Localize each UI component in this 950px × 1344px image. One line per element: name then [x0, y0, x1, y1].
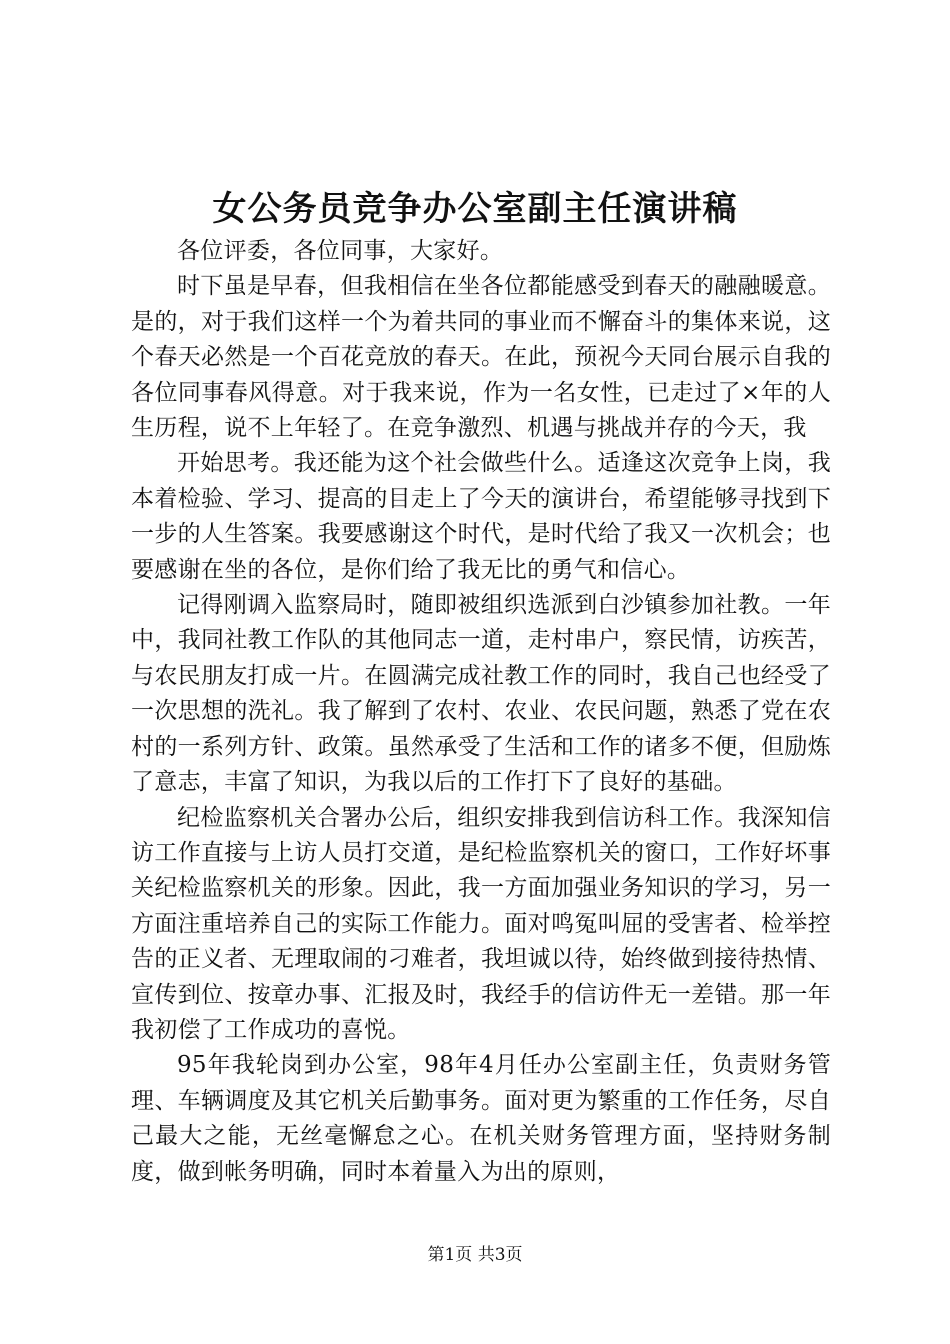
document-body: [131, 234, 831, 1190]
page-number-footer: 第1页 共3页: [427, 1245, 523, 1265]
paragraph: 纪检监察机关合署办公后，组织安排我到信访科工作。我深知信访工作直接与上访人员打交道，是纪检监察机关的窗口，工作好坏事关纪检监察机关的形象。因此，我一方面加强业务知识的学习，另一方面注重培养自己的实际工作能力。面对鸣冤叫屈的受害者、检举控告的正义者、无理取闹的刁难者，我坦诚以待，始终做到接待热情、宣传到位、按章办事、汇报及时，我经手的信访件无一差错。那一年我初偿了工作成功的喜悦。: [131, 804, 831, 1043]
paragraph: 时下虽是早春，但我相信在坐各位都能感受到春天的融融暖意。是的，对于我们这样一个为着共同的事业而不懈奋斗的集体来说，这个春天必然是一个百花竞放的春天。在此，预祝今天同台展示自我的各位同事春风得意。对于我来说，作为一名女性，已走过了×年的人生历程，说不上年轻了。在竞争激烈、机遇与挑战并存的今天，我: [131, 273, 831, 442]
paragraph-greeting: 各位评委，各位同事，大家好。: [177, 238, 504, 264]
document-title: 女公务员竞争办公室副主任演讲稿: [212, 189, 738, 229]
paragraph: 记得刚调入监察局时，随即被组织选派到白沙镇参加社教。一年中，我同社教工作队的其他同志一道，走村串户，察民情，访疾苦，与农民朋友打成一片。在圆满完成社教工作的同时，我自己也经受了一次思想的洗礼。我了解到了农村、农业、农民问题，熟悉了党在农村的一系列方针、政策。虽然承受了生活和工作的诸多不便，但励炼了意志，丰富了知识，为我以后的工作打下了良好的基础。: [131, 592, 831, 796]
paragraph: 95年我轮岗到办公室，98年4月任办公室副主任，负责财务管理、车辆调度及其它机关后勤事务。面对更为繁重的工作任务，尽自己最大之能，无丝毫懈怠之心。在机关财务管理方面，坚持财务制度，做到帐务明确，同时本着量入为出的原则，: [131, 1052, 831, 1185]
paragraph: 开始思考。我还能为这个社会做些什么。适逢这次竞争上岗，我本着检验、学习、提高的目走上了今天的演讲台，希望能够寻找到下一步的人生答案。我要感谢这个时代，是时代给了我又一次机会；也要感谢在坐的各位，是你们给了我无比的勇气和信心。: [131, 450, 831, 583]
